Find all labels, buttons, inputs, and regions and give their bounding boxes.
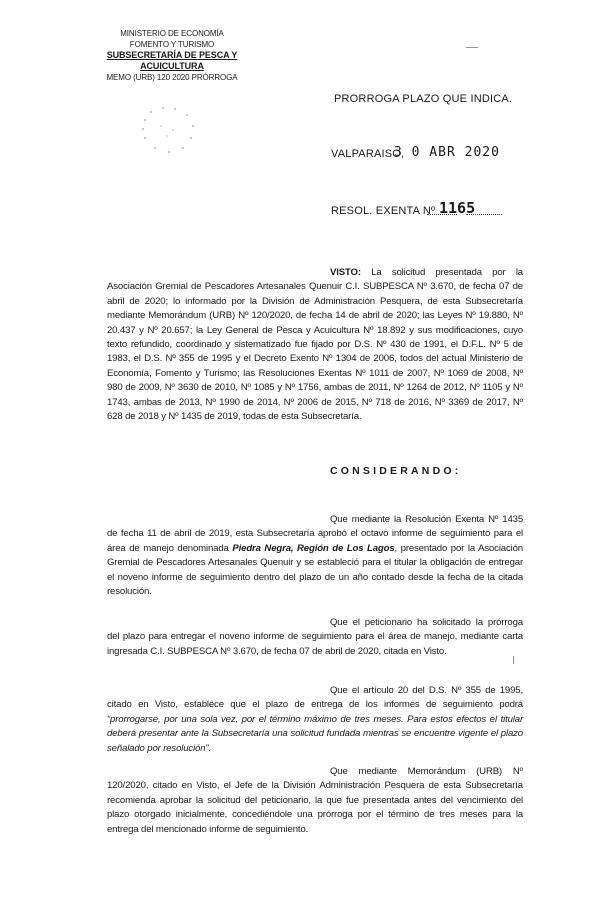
margin-mark [513, 656, 514, 664]
visto-text: La solicitud presentada por la Asociación Gremial de Pescadores Artesanales Quenuir C.I. SUBPESCA Nº 3.670, de fecha 07 de abril de 2020; lo informado por la División de Administración Pesquera, de esta Subsecretaría mediante Memorándum (URB) Nº 120/2020, de fecha 14 de abril de 2020; las Leyes Nº 19.880, Nº 20.437 y Nº 20.657; la Ley General de Pesca y Acuicultura Nº 18.892 y sus modificaciones, cuyo texto refundido, coordinado y sistematizado fue fijado por D.S. Nº 430 de 1991, el D.F.L. Nº 5 de 1983, el D.S. Nº 355 de 1995 y el Decreto Exento Nº 1304 de 2006, todos del actual Ministerio de Economía, Fomento y Turismo; las Resoluciones Exentas Nº 1011 de 2007, Nº 1069 de 2008, Nº 980 de 2009, Nº 3630 de 2010, Nº 1085 y Nº 1756, ambas de 2011, Nº 1264 de 2012, Nº 1105 y Nº 1743, ambas de 2013, Nº 1990 de 2014, Nº 2006 de 2015, Nº 718 de 2016, Nº 3369 de 2017, Nº 628 de 2018 y Nº 1435 de 2019, todas de esta Subsecretaría. [107, 267, 523, 423]
visto-label: VISTO: [330, 267, 361, 278]
date-stamp: 3 0 ABR 2020 [394, 145, 500, 160]
considerando-paragraph-4 [107, 765, 523, 837]
considerando-heading: CONSIDERANDO: [330, 465, 462, 477]
resol-label: RESOL. EXENTA Nº [331, 205, 436, 217]
p4-text: Que mediante Memorándum (URB) Nº 120/2020, citado en Visto, el Jefe de la División Administración Pesquera de esta Subsecretaría recomienda aprobar la solicitud del peticionario, la que fue presentada antes del vencimiento del plazo otorgado inicialmente, concediéndole una prórroga por el término de tres meses para la entrega del mencionado informe de seguimiento. [107, 766, 523, 835]
resolution-number: 1165 [439, 199, 476, 217]
resol-dotted-line-2 [466, 214, 502, 215]
considerando-paragraph-2 [107, 616, 523, 659]
margin-mark [466, 47, 478, 48]
p1-text-a: Que mediante la Resolución Exenta Nº 1435 de fecha 11 de abril de 2019, esta Subsecretaría aprobó el octavo informe de seguimiento para el área de manejo denominada [107, 514, 523, 554]
area-name: Piedra Negra, Región de Los Lagos [232, 542, 395, 554]
ministry-header [82, 28, 262, 83]
subject-line: PRORROGA PLAZO QUE INDICA. [334, 93, 513, 105]
ministry-subline: FOMENTO Y TURISMO [129, 40, 215, 49]
p1-text-b: , presentado por la Asociación Gremial de Pescadores Artesanales Quenuir y se estableció para el titular la obligación de entregar el noveno informe de seguimiento dentro del plazo de un año contado desde la fecha de la citada resolución. [107, 542, 523, 598]
visto-paragraph [107, 266, 523, 424]
place-label: VALPARAISO, [331, 148, 405, 160]
p3-quote: “prorrogarse, por una sola vez, por el término máximo de tres meses. Para estos efectos el titular deberá presentar ante la Subsecretaría una solicitud fundada mientras se encuentre vigente el plazo señalado por resolución”. [107, 713, 523, 754]
ministry-line: MINISTERIO DE ECONOMÍA [120, 29, 224, 38]
considerando-paragraph-3 [107, 684, 523, 756]
subsecretaria-line: SUBSECRETARÍA DE PESCA Y ACUICULTURA [106, 50, 238, 71]
memo-reference: MEMO (URB) 120 2020 PRÓRROGA [106, 73, 238, 82]
considerando-paragraph-1 [107, 513, 523, 599]
seal-stamp-icon [133, 100, 203, 160]
p2-text: Que el peticionario ha solicitado la prórroga del plazo para entregar el noveno informe de seguimiento para el área de manejo, mediante carta ingresada C.I. SUBPESCA Nº 3.670, de fecha 07 de abril de 2020, citada en Visto. [107, 617, 523, 657]
p3-text-a: Que el artículo 20 del D.S. Nº 355 de 1995, citado en Visto, establece que el plazo de entrega de los informes de seguimiento podrá [107, 685, 523, 711]
